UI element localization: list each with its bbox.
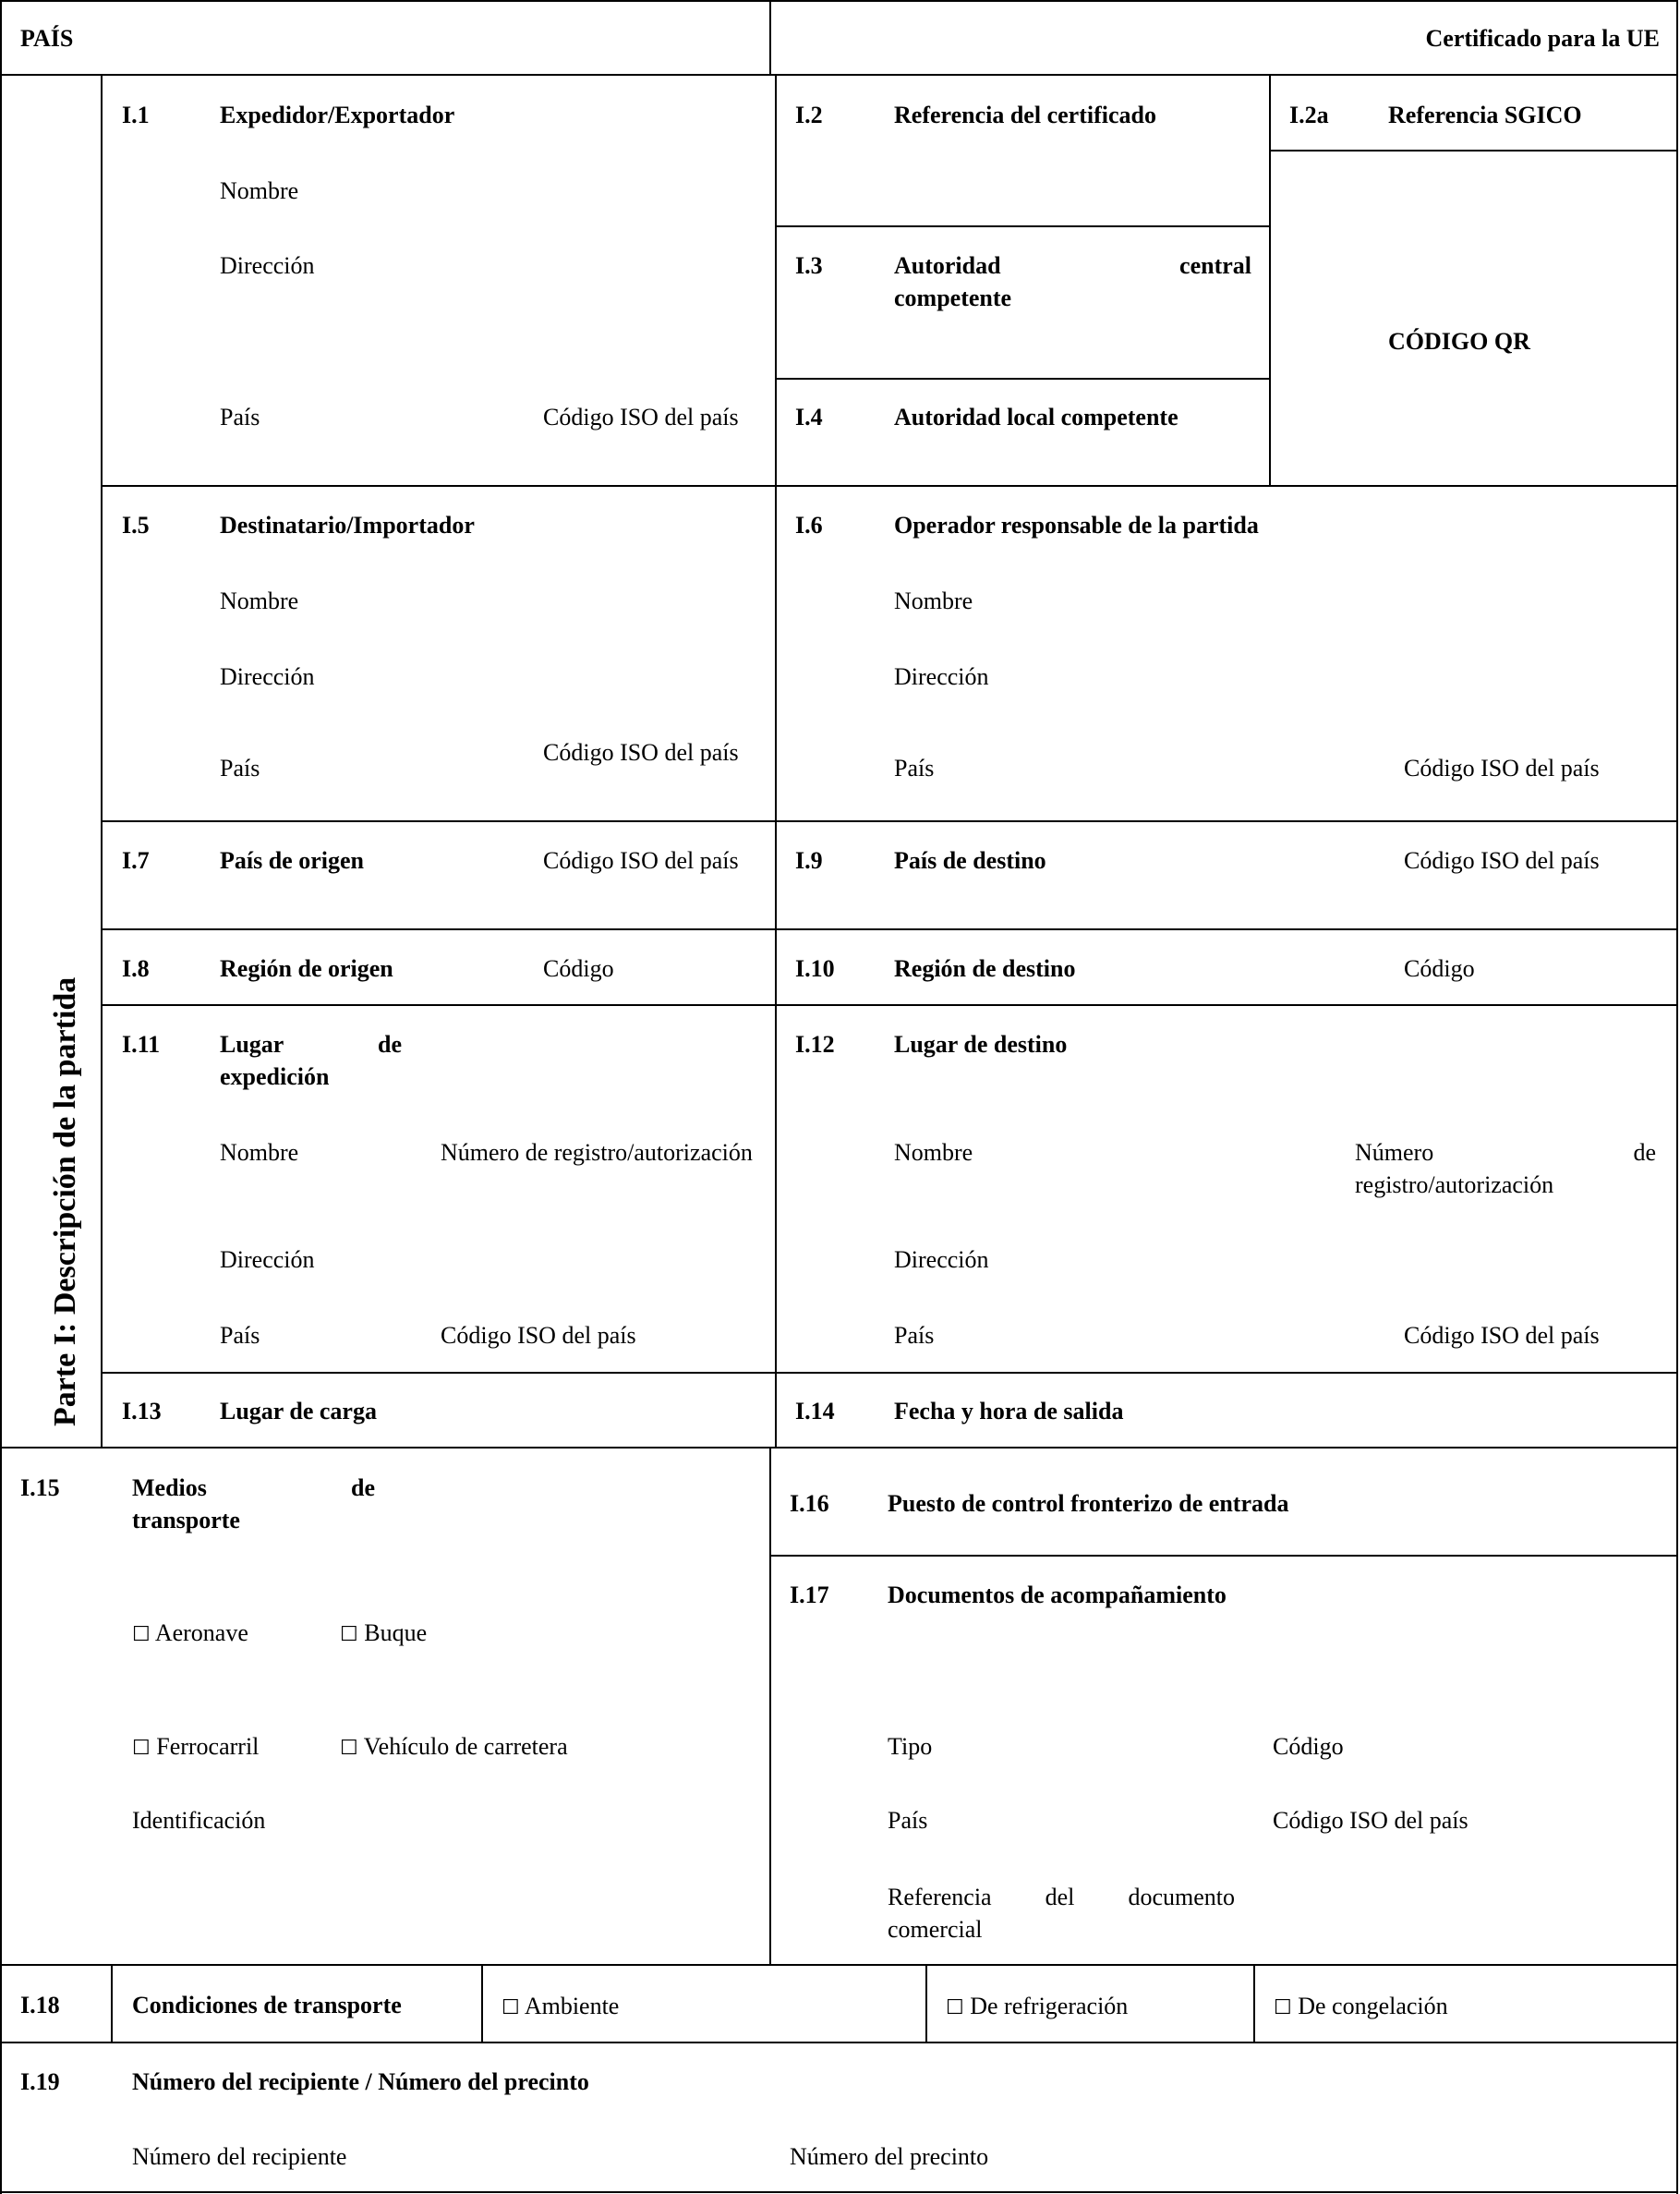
field-label: Expedidor/Exportador — [220, 102, 455, 128]
field-number: I.6 — [795, 512, 823, 539]
checkbox-icon: ☐ — [340, 1737, 358, 1760]
registration-number-label: Número de registro/autorización — [441, 1139, 753, 1166]
type-label: Tipo — [888, 1733, 933, 1760]
iso-code-label: Código ISO del país — [1404, 1322, 1600, 1349]
checkbox-icon: ☐ — [132, 1737, 151, 1760]
field-label: Referencia SGICO — [1388, 102, 1582, 128]
field-label: Región de origen — [220, 955, 393, 982]
field-number: I.7 — [122, 847, 150, 874]
code-label: Código — [543, 955, 614, 982]
field-number: I.18 — [20, 1992, 60, 2018]
header-certificate: Certificado para la UE — [1425, 25, 1660, 52]
checkbox-chilled[interactable]: ☐ De refrigeración — [946, 1993, 1129, 2019]
field-label: Medios de transporte — [132, 1474, 375, 1533]
iso-code-label: Código ISO del país — [1273, 1807, 1468, 1834]
field-number: I.14 — [795, 1398, 835, 1424]
checkbox-railway[interactable]: ☐ Ferrocarril — [132, 1733, 260, 1760]
field-label: Puesto de control fronterizo de entrada — [888, 1490, 1289, 1517]
field-number: I.2a — [1289, 102, 1329, 128]
field-label: País de origen — [220, 847, 364, 874]
field-number: I.3 — [795, 252, 823, 279]
field-number: I.4 — [795, 404, 823, 430]
checkbox-icon: ☐ — [946, 1996, 964, 2019]
iso-code-label: Código ISO del país — [543, 739, 739, 766]
iso-code-label: Código ISO del país — [1404, 755, 1600, 782]
qr-code: CÓDIGO QR — [1388, 328, 1530, 355]
checkbox-icon: ☐ — [132, 1623, 151, 1646]
field-number: I.5 — [122, 512, 150, 539]
checkbox-ambient[interactable]: ☐ Ambiente — [502, 1993, 620, 2019]
field-number: I.12 — [795, 1031, 835, 1058]
container-number-label: Número del recipiente — [132, 2143, 347, 2170]
field-label: Número del recipiente / Número del precinto — [132, 2068, 589, 2095]
name-label: Nombre — [220, 588, 299, 614]
country-label: País — [220, 404, 260, 430]
address-label: Dirección — [894, 663, 989, 690]
field-label: Operador responsable de la partida — [894, 512, 1259, 539]
field-number: I.17 — [790, 1582, 829, 1608]
field-number: I.9 — [795, 847, 823, 874]
checkbox-icon: ☐ — [502, 1996, 520, 2019]
field-number: I.16 — [790, 1490, 829, 1517]
checkbox-icon: ☐ — [1274, 1996, 1292, 2019]
field-number: I.10 — [795, 955, 835, 982]
field-label: Lugar de destino — [894, 1031, 1068, 1058]
identification-label: Identificación — [132, 1807, 266, 1834]
iso-code-label: Código ISO del país — [1404, 847, 1600, 874]
name-label: Nombre — [220, 177, 299, 204]
header-country: PAÍS — [20, 25, 74, 52]
name-label: Nombre — [220, 1139, 299, 1166]
checkbox-ship[interactable]: ☐ Buque — [340, 1619, 428, 1646]
field-label: Autoridad central competente — [894, 252, 1251, 311]
country-label: País — [220, 1322, 260, 1349]
seal-number-label: Número del precinto — [790, 2143, 989, 2170]
field-number: I.11 — [122, 1031, 161, 1058]
field-label: Condiciones de transporte — [132, 1992, 402, 2018]
iso-code-label: Código ISO del país — [543, 847, 739, 874]
address-label: Dirección — [220, 663, 315, 690]
country-label: País — [220, 755, 260, 782]
registration-number-label: Número de registro/autorización — [1355, 1139, 1656, 1198]
field-number: I.2 — [795, 102, 823, 128]
field-label: Destinatario/Importador — [220, 512, 475, 539]
field-number: I.1 — [122, 102, 150, 128]
address-label: Dirección — [894, 1246, 989, 1273]
field-label: Autoridad local competente — [894, 404, 1178, 430]
code-label: Código — [1273, 1733, 1344, 1760]
name-label: Nombre — [894, 1139, 973, 1166]
field-label: Región de destino — [894, 955, 1076, 982]
field-number: I.13 — [122, 1398, 162, 1424]
country-label: País — [888, 1807, 928, 1834]
checkbox-road-vehicle[interactable]: ☐ Vehículo de carretera — [340, 1733, 568, 1760]
field-label: Lugar de carga — [220, 1398, 377, 1424]
field-label: Documentos de acompañamiento — [888, 1582, 1227, 1608]
iso-code-label: Código ISO del país — [441, 1322, 636, 1349]
address-label: Dirección — [220, 1246, 315, 1273]
name-label: Nombre — [894, 588, 973, 614]
field-number: I.15 — [20, 1474, 60, 1501]
country-label: País — [894, 755, 935, 782]
checkbox-frozen[interactable]: ☐ De congelación — [1274, 1993, 1448, 2019]
code-label: Código — [1404, 955, 1475, 982]
checkbox-aircraft[interactable]: ☐ Aeronave — [132, 1619, 248, 1646]
field-label: Fecha y hora de salida — [894, 1398, 1124, 1424]
field-label: País de destino — [894, 847, 1046, 874]
commercial-document-reference-label: Referencia del documento comercial — [888, 1884, 1235, 1943]
address-label: Dirección — [220, 252, 315, 279]
field-label: Referencia del certificado — [894, 102, 1156, 128]
field-label: Lugar de expedición — [220, 1031, 402, 1090]
iso-code-label: Código ISO del país — [543, 404, 739, 430]
field-number: I.8 — [122, 955, 150, 982]
country-label: País — [894, 1322, 935, 1349]
field-number: I.19 — [20, 2068, 60, 2095]
checkbox-icon: ☐ — [340, 1623, 358, 1646]
